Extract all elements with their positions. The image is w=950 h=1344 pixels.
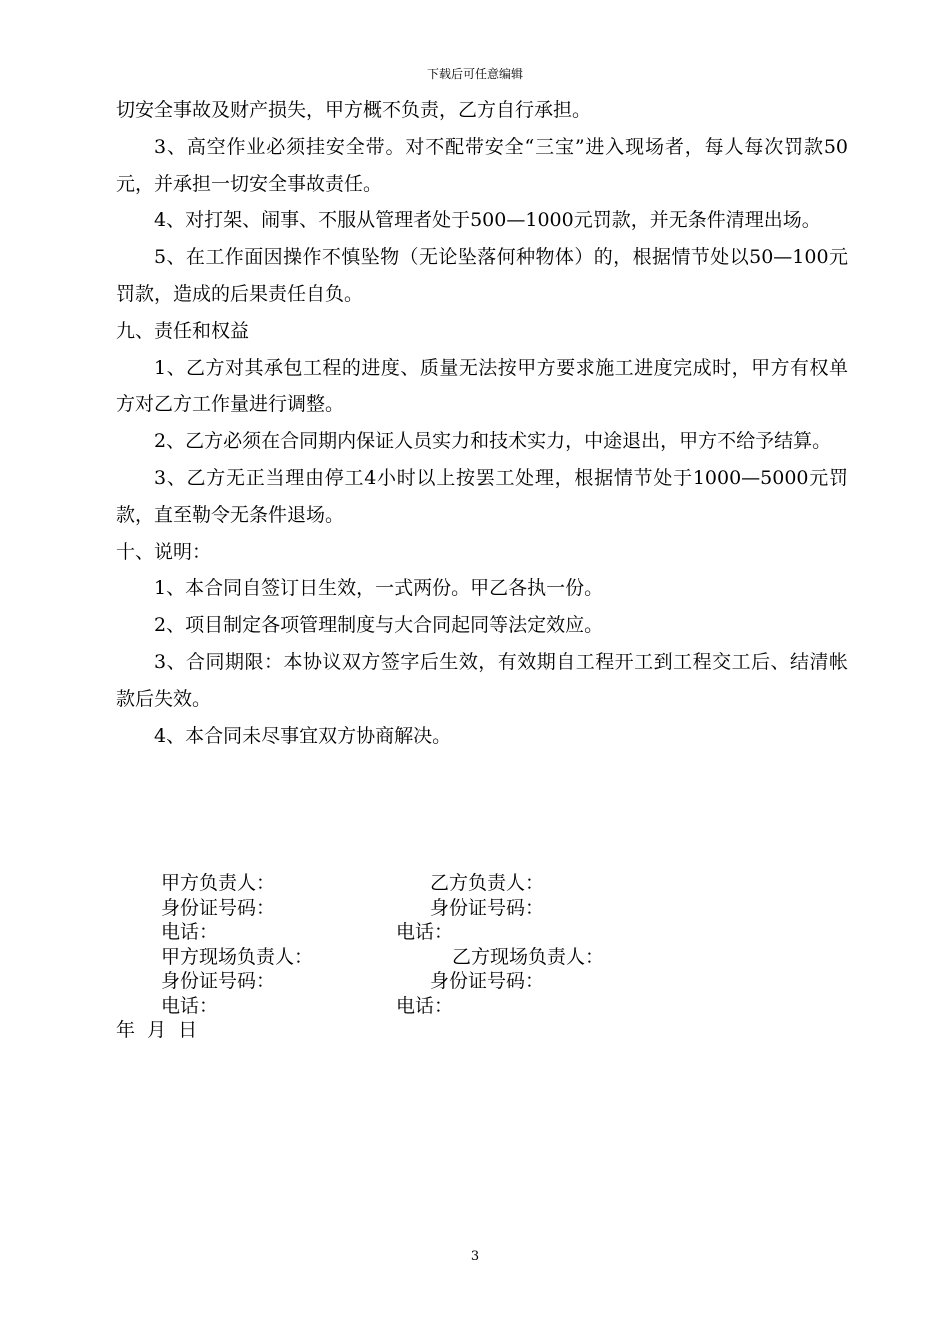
paragraph-2: 4、对打架、闹事、不服从管理者处于500—1000元罚款，并无条件清理出场。: [154, 209, 821, 232]
paragraph-9: 1、本合同自签订日生效，一式两份。甲乙各执一份。: [154, 577, 604, 600]
page-number: 3: [470, 1249, 480, 1264]
paragraph-5: 1、乙方对其承包工程的进度、质量无法按甲方要求施工进度完成时，甲方有权单方对乙方工作量进行调整。: [116, 356, 848, 416]
paragraph-1: 3、高空作业必须挂安全带。对不配带安全“三宝”进入现场者，每人每次罚款50元，并承担一切安全事故责任。: [116, 135, 848, 195]
party-a-lead-label: 甲方负责人：: [161, 872, 276, 894]
paragraph-10: 2、项目制定各项管理制度与大合同起同等法定效应。: [154, 614, 604, 637]
paragraph-11: 3、合同期限：本协议双方签字后生效，有效期自工程开工到工程交工后、结清帐款后失效。: [116, 650, 848, 710]
party-a-site-label: 甲方现场负责人：: [161, 945, 314, 968]
signature-row-id-2: [116, 969, 848, 994]
section-heading-10: 十、说明：: [116, 540, 212, 563]
paragraph-6: 2、乙方必须在合同期内保证人员实力和技术实力，中途退出，甲方不给予结算。: [154, 430, 832, 453]
id-a2-label: 身份证号码：: [161, 970, 276, 992]
id-b2-label: 身份证号码：: [430, 970, 545, 992]
phone-b1-label: 电话：: [396, 921, 454, 943]
page-header: 下载后可任意编辑: [426, 67, 523, 81]
signature-row-id-1: [116, 896, 848, 921]
signature-row-date: [116, 1018, 848, 1043]
id-b1-label: 身份证号码：: [430, 896, 545, 919]
phone-a1-label: 电话：: [161, 921, 219, 943]
id-a1-label: 身份证号码：: [161, 896, 276, 919]
signature-row-site: [116, 945, 848, 970]
section-heading-9: 九、责任和权益: [116, 319, 250, 342]
contract-body: [116, 92, 848, 754]
paragraph-7: 3、乙方无正当理由停工4小时以上按罢工处理，根据情节处于1000—5000元罚款，直至勒令无条件退场。: [116, 466, 848, 526]
signature-row-phone-1: [116, 920, 848, 945]
party-b-site-label: 乙方现场负责人：: [452, 945, 605, 968]
paragraph-3: 5、在工作面因操作不慎坠物（无论坠落何种物体）的，根据情节处以50—100元罚款，造成的后果责任自负。: [116, 246, 848, 305]
phone-b2-label: 电话：: [396, 994, 454, 1017]
paragraph-0: 切安全事故及财产损失，甲方概不负责，乙方自行承担。: [116, 99, 592, 121]
signature-row-lead: [116, 871, 848, 896]
signature-block: [116, 871, 848, 1043]
paragraph-12: 4、本合同未尽事宜双方协商解决。: [154, 724, 452, 747]
signature-row-phone-2: [116, 994, 848, 1019]
date-label: 年 月 日: [116, 1019, 198, 1041]
party-b-lead-label: 乙方负责人：: [430, 872, 545, 894]
phone-a2-label: 电话：: [161, 994, 219, 1017]
